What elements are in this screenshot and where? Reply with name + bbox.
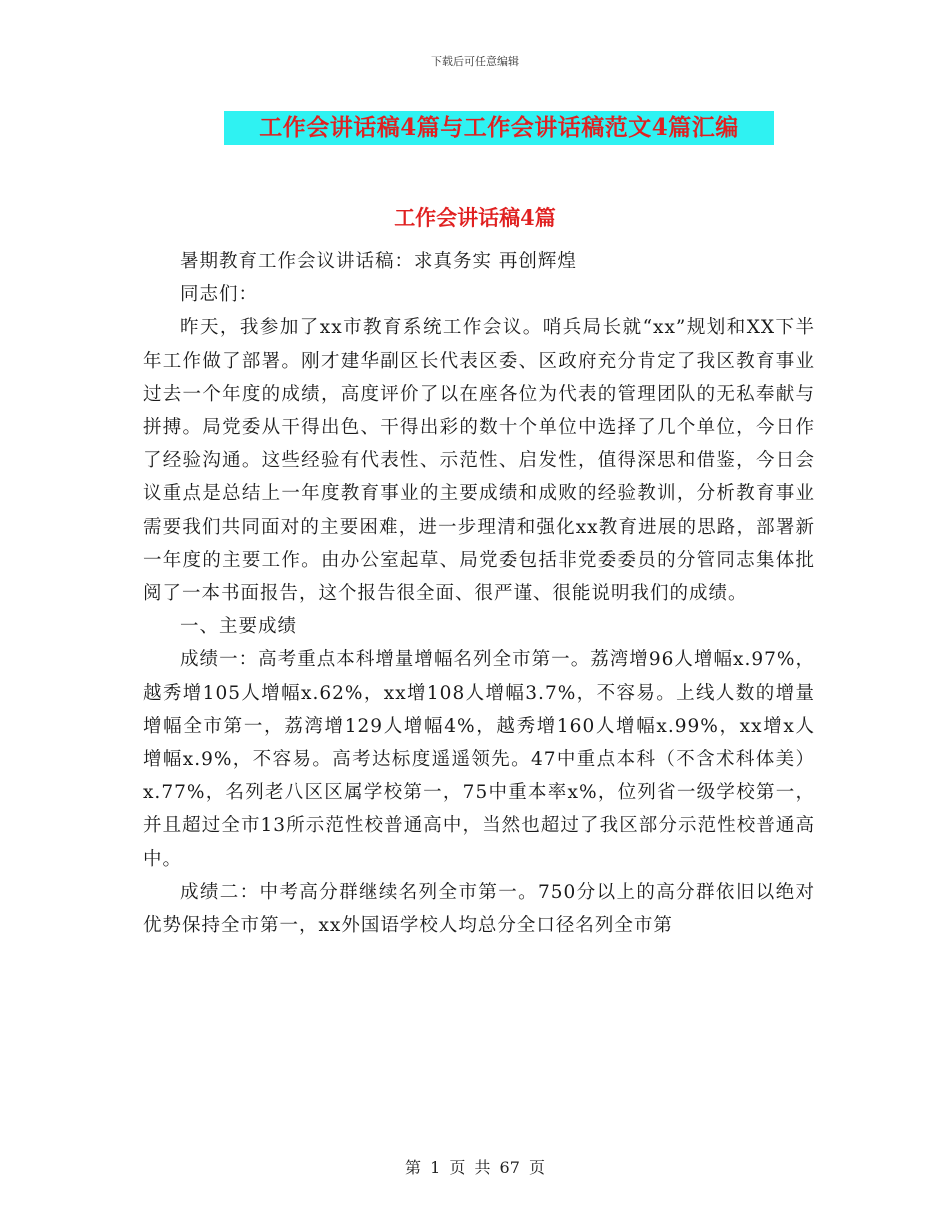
section-title: 工作会讲话稿4篇 xyxy=(394,205,556,230)
document-body xyxy=(143,245,815,942)
salutation: 同志们： xyxy=(180,284,259,306)
speech-title: 暑期教育工作会议讲话稿：求真务实 再创辉煌 xyxy=(180,251,577,272)
page-number: 第 1 页 共 67 页 xyxy=(405,1158,545,1177)
main-title-highlight xyxy=(224,111,774,145)
body-paragraph: 成绩一：高考重点本科增量增幅名列全市第一。荔湾增96人增幅x.97%， 越秀增105人增幅x.62%，xx增108人增幅3.7%，不容易。上线人数的增量增幅全市第一，荔湾增129人增幅4%，越秀增160人增幅x.99%，xx增x人增幅x.9%，不容易。高考达标度遥遥领先。47中重点本科（不含术科体美）x.77%，名列老八区区属学校第一，75中重本率x%，位列省一级学校第一，并且超过全市13所示范性校普通高中，当然也超过了我区部分示范性校普通高中。 xyxy=(143,649,815,870)
body-paragraph: 昨天，我参加了xx市教育系统工作会议。哨兵局长就“xx”规划和XX下半年工作做了部署。刚才建华副区长代表区委、区政府充分肯定了我区教育事业过去一个年度的成绩，高度评价了以在座各位为代表的管理团队的无私奉献与拼搏。局党委从干得出色、干得出彩的数十个单位中选择了几个单位，今日作了经验沟通。这些经验有代表性、示范性、启发性，值得深思和借鉴，今日会议重点是总结上一年度教育事业的主要成绩和成败的经验教训，分析教育事业需要我们共同面对的主要困难，进一步理清和强化xx教育进展的思路，部署新一年度的主要工作。由办公室起草、局党委包括非党委委员的分管同志集体批阅了一本书面报告，这个报告很全面、很严谨、很能说明我们的成绩。 xyxy=(143,317,815,605)
header-note: 下载后可任意编辑 xyxy=(431,55,519,68)
body-paragraph: 成绩二：中考高分群继续名列全市第一。750分以上的高分群依旧以绝对优势保持全市第一，xx外国语学校人均总分全口径名列全市第 xyxy=(143,881,815,937)
main-title: 工作会讲话稿4篇与工作会讲话稿范文4篇汇编 xyxy=(259,114,739,141)
section-heading: 一、主要成绩 xyxy=(180,616,298,638)
